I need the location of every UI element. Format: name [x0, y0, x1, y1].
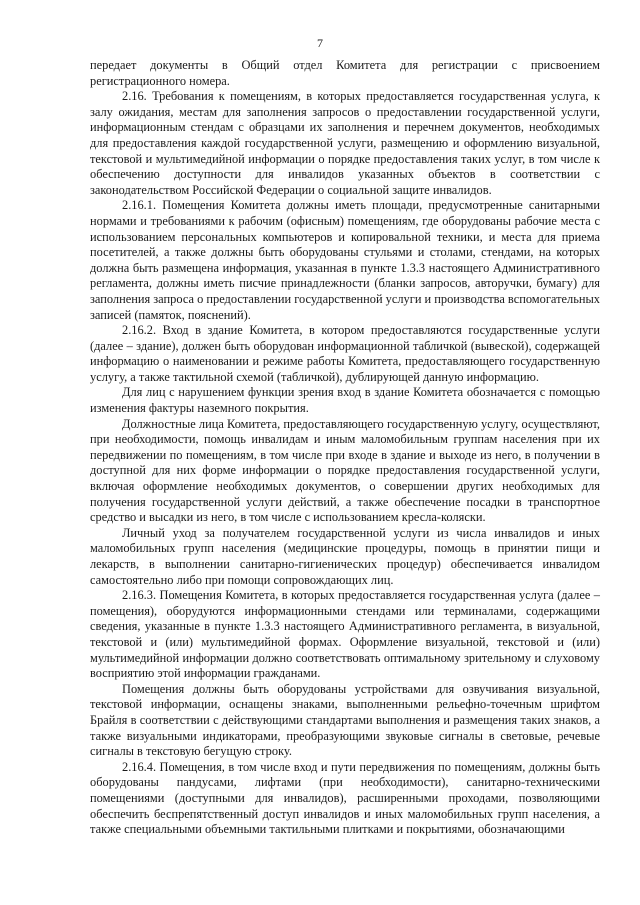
paragraph: Личный уход за получателем государственной услуги из числа инвалидов и иных маломобильных групп населения (медицинские процедуры, помощь в принятии пищи и лекарств, в выполнении санитарно-гигиенических процедур) обеспечивается инвалидом самостоятельно либо при помощи сопровождающих лиц.: [90, 525, 600, 587]
paragraph: 2.16.4. Помещения, в том числе вход и пути передвижения по помещениям, должны быть оборудованы пандусами, лифтами (при необходимости), санитарно-техническими помещениями (доступными для инвалидов), расширенными проходами, позволяющими обеспечить беспрепятственный доступ инвалидов и иных маломобильных групп населения, а также специальными объемными тактильными плитками и покрытиями, обозначающими: [90, 759, 600, 837]
paragraph: 2.16. Требования к помещениям, в которых предоставляется государственная услуга, к залу ожидания, местам для заполнения запросов о предоставлении государственной услуги, информационным стендам с образцами их заполнения и перечнем документов, необходимых для предоставления каждой государственной услуги, размещению и оформлению визуальной, текстовой и мультимедийной информации о порядке предоставления таких услуг, в том числе к обеспечению доступности для инвалидов указанных объектов в соответствии с законодательством Российской Федерации о социальной защите инвалидов.: [90, 89, 600, 197]
paragraph: 2.16.2. Вход в здание Комитета, в котором предоставляются государственные услуги (далее – здание), должен быть оборудован информационной табличкой (вывеской), содержащей информацию о наименовании и режиме работы Комитета, предоставляющего государственную услугу, а также тактильной схемой (табличкой), дублирующей данную информацию.: [90, 323, 600, 384]
paragraph: Для лиц с нарушением функции зрения вход в здание Комитета обозначается с помощью изменения фактуры наземного покрытия.: [90, 385, 600, 416]
paragraph: Помещения должны быть оборудованы устройствами для озвучивания визуальной, текстовой информации, оснащены знаками, выполненными рельефно-точечным шрифтом Брайля в соответствии с действующими стандартами выполнения и размещения таких знаков, а также визуальными индикаторами, преобразующими звуковые сигналы в световые, речевые сигналы в текстовую бегущую строку.: [90, 681, 600, 759]
paragraph: 2.16.3. Помещения Комитета, в которых предоставляется государственная услуга (далее – помещения), оборудуются информационными стендами или терминалами, содержащими сведения, указанные в пункте 1.3.3 настоящего Административного регламента, в визуальной, текстовой и (или) мультимедийной формах. Оформление визуальной, текстовой и (или) мультимедийной информации должно соответствовать оптимальному зрительному и слуховому восприятию этой информации гражданами.: [90, 588, 600, 681]
page-number: 7: [317, 36, 323, 50]
paragraph: 2.16.1. Помещения Комитета должны иметь площади, предусмотренные санитарными нормами и требованиями к рабочим (офисным) помещениям, где оборудованы рабочие места с использованием персональных компьютеров и копировальной техники, и места для приема посетителей, а также должны быть оборудованы стульями и столами, стендами, на которых должна быть размещена информация, указанная в пункте 1.3.3 настоящего Административного регламента, должны иметь писчие принадлежности (бланки запросов, авторучки, бумагу) для заполнения запроса о предоставлении государственной услуги и производства вспомогательных записей (памяток, пояснений).: [90, 198, 600, 322]
paragraph: Должностные лица Комитета, предоставляющего государственную услугу, осуществляют, при необходимости, помощь инвалидам и иным маломобильным группам населения при их передвижении по помещениям, в том числе при входе в здание и выходе из него, в получении в доступной для них форме информации о порядке предоставления государственной услуги, включая оформление необходимых документов, о совершении других необходимых для получения государственной услуги действий, а также обеспечение посадки в транспортное средство и высадки из него, в том числе с использованием кресла-коляски.: [90, 416, 600, 525]
paragraph: передает документы в Общий отдел Комитета для регистрации с присвоением регистрационного номера.: [90, 58, 600, 88]
document-body: [90, 58, 600, 838]
